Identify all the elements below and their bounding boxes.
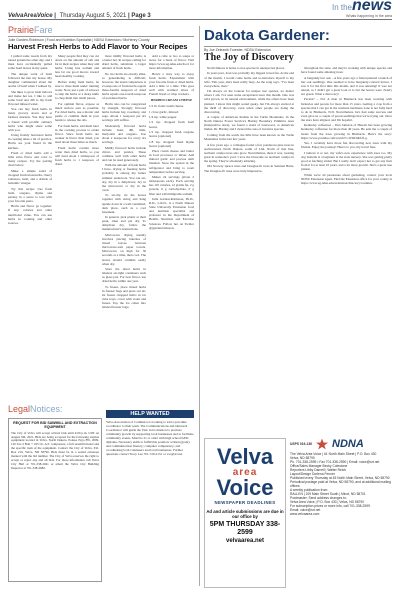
info-line: Periodical postage paid at Velva, ND 58790, and at additional mailing offices. — [290, 480, 391, 488]
ndna-logo: NDNA — [332, 438, 364, 450]
prairie-byline: Julie Garden-Robinson | Food and Nutrition Specialist | NDSU Extension / McHenry County — [8, 36, 194, 42]
info-header — [290, 438, 392, 450]
deadline-ad — [204, 438, 286, 588]
banner-tagline: Whats happening in the area — [346, 14, 392, 19]
legal-notice-box — [8, 418, 102, 582]
info-line: Published every Thursday at 45 North Main Street, Velva, ND 58790 — [290, 476, 390, 480]
dakota-subhead: The Joy of Discovery — [204, 52, 294, 63]
info-line: For subscription prices or more info, call 701-338-2599 — [290, 504, 370, 508]
prairie-col-2: Many people find they can cut down on the amount of salt and fat in their recipes when they add herbs. Using less sodium and less fat are good moves toward heart-healthy cooking. Before using fresh herbs, be sure to rinse them under running water. Now, use a pair of scissors to snip the herbs or a sharp knife to chop them into small pieces. For optimal flavor, expose as much surface area as possible. For dried herbs, use a mortar and pestle or crumble them in your hands to release the oils. For fresh herbs, add them later in the cooking process to retain flavor. Since fresh herbs are weaker in flavor than dried, you need about three times as much. Fresh herbs contain more water than dried herbs, so you will need about 1 tablespoon of fresh herbs to 1 teaspoon of dried. — [55, 54, 99, 166]
info-line: The Velva Area Voice | #1 North Main Street | P.O. Box 430 — [290, 452, 377, 456]
ad-logo-velva: Velva — [216, 444, 274, 469]
in-the-news-banner: In thenews Whats happening in the area — [331, 0, 392, 19]
info-line: Velva, ND 58790 — [290, 456, 315, 460]
ad-logo-voice: Voice — [216, 475, 274, 500]
issue-date: Thursday August 5, 2021 — [59, 13, 127, 19]
info-line: Office/Sales Manager Becky Colestone — [290, 464, 348, 468]
publication-info — [290, 438, 392, 606]
star-icon — [315, 438, 329, 450]
info-line: www.velvaarea.com — [290, 512, 320, 516]
info-line: Reporters Libby Darnell | Walter Reich — [290, 468, 347, 472]
help-wanted-title: HELP WANTED — [106, 410, 194, 418]
dakota-byline: By Joe Zeleznik Forester, NDSU Extension — [204, 46, 392, 52]
info-line: RALLEN | 109 Main Street South | Minot, ND 58701 — [290, 492, 366, 496]
column-divider — [199, 26, 200, 586]
ad-subtitle: NEWSPAPER DEADLINES — [214, 500, 276, 505]
info-line: Postmaster: Send address changes to: — [290, 496, 347, 500]
info-line: Ph. 701-338-2599 • Fax 701-338-2590 | Email: voice@srt.net — [290, 460, 380, 464]
help-wanted-body: Velva Association of Commerce is looking to add a part-time coordinator to their team. The Communications and Outreach Coordinator will guide the VAC in its mission to promote community growth by supporting local businesses and to facilitate community events. Must be 21 or older with high school/GED diploma. Necessary skills to fulfill this position: written (grant) and communication fluency; computer competency; and coordinating both volunteers and local businesses. Further questions contact Stacy Lee 701-720-2131 or vac@srt.net — [106, 420, 194, 456]
prairie-col-1: I pulled some weeds from my raised garden the other day, and I must have accidentally pulled some basil leaves in my quest. The unique scent of basil followed me into my house. My daughter commented about the aroma of basil when I walked by. She likes to grow basil indoors and make her tea. I like to add some basil and dill to my fresh flavored infused water. You can buy fresh herbs in many grocery stores and at farmers markets. You may have a friend with prolific culinary herbs who might share some with you. Using freshly harvested herbs in cooking takes a bit of practice. Herbs are your friend in the kitchen. Fresh or dried herbs add a little extra flavor and color to many recipes. Try the pairing chart below. Make a simple salad of chopped fresh mozzarella, cherry tomatoes, basil, and a drizzle of balsamic vinegar. Try this recipe: Use fresh basil, oregano, thyme and parsley in a sauce to toss with your favorite pasta. Herbs and flavor go together. If any, calories and other nutritional value. You can use herbs in cooking and other sources. — [8, 54, 52, 225]
ad-website: velvaarea.net — [225, 538, 265, 544]
ad-logo-area: area — [232, 467, 258, 478]
info-line: Email: voice@srt.net — [290, 508, 321, 512]
usps-number: USPS 019-136 — [290, 442, 312, 446]
info-line: A weekly publication from: — [290, 488, 329, 492]
ad-deadline-time: 5PM THURSDAY 338-2599 — [209, 521, 281, 536]
legal-notice-body: The City of Velva will accept written bids until 4:00 p.m. CDT on August 9th, 2021. Bids are being accepted for the following surplus equipment located in Velva, North Dakota. Ponsse Ergo 8W, 2009, 120 Lbs 2 Bolt + 245 Lb. A/C compressor, a full sawmill model and the specific item of the equipment. Contact the City of Velva, P.O. Box 219, Velva, ND 58790. Bids must be in a sealed envelope marked with the bid number. The City of Velva reserves the right to accept or reject any and all bids. For more information call Velva City Hall at 701-338-2041 or email the Velva City Building Inspector at 701-338-2680. — [11, 430, 99, 470]
legal-notices-label: LegalNotices: — [8, 404, 63, 414]
ad-deadline-text: Ad and article submissions are due in our office by — [206, 509, 284, 519]
dakota-gardener-headline: Dakota Gardener: — [204, 27, 330, 44]
page-number: Page 3 — [131, 13, 151, 19]
newspaper-page — [8, 0, 392, 609]
dakota-col-1: North Dakota is home to tree species in unexpected places. In years past, Joan was probably my biggest travel fan. At the end of the month, I would come home and re-introduce myself to my wife. This year, she's been really busy. As the song says, "I've been everywhere, man." I'm always on the lookout for unique tree species, no matter where I am. I've seen some exceptional trees this month. One was wild grown, in its natural environment, while the others have been planted. I know this might sound geeky, but I'm always excited at the thrill of discovery, even when other people are doing the discovering. A couple of American lindens in the Turtle Mountains. In the North Dakota Forest Service's Hartley Boundary Primitive Area (Interpretive Area), we found a stand of basswood, or American linden. Dr. Hartley and I cleared the area of invasive species. Coming from the south, the hills have been known as the Turtle Mountains in the last few years. A few years ago, a colleague found a few ponderosa pine trees in northwestern North Dakota, south of I-94. North of that line, northern catalpa trees also grow. Nevertheless, there it was, looking great in someone's yard. I love the blossoms on northern catalpa in the spring. They're absolutely amazing. Old Norway spruce trees and Douglas-fir trees in Sentinel Butte. The Douglas-fir trees were truly impressive. — [204, 66, 294, 173]
legal-notice-title: REQUEST FOR BID SAWMILL AND EXTRACTION EQUIPMENT — [13, 421, 97, 430]
masthead — [8, 0, 392, 20]
recipe-title: HERBED CREAM CHEESE — [150, 98, 193, 103]
help-wanted-box — [106, 410, 194, 582]
prairie-fare-label: PrairieFare — [8, 25, 53, 35]
prairie-headline: Harvest Fresh Herbs to Add Flavor to Your Recipes — [8, 42, 188, 51]
info-line: Layout/Design Dorlena Fenner — [290, 472, 335, 476]
masthead-left: VelvaAreaVoice | Thursday August 5, 2021 | Page 3 — [8, 13, 151, 19]
prairie-col-4: Add a cube or two to soups or stews for a burst of flavor. Visit https://www.ag.ndsu.edu/food for more information. Here's a tasty way to enjoy fresh herbs. Experiment with your favorite fresh or dried herbs. Add a little at a time. This goes well with warmed slices of French bread or crisp crackers. HERBED CREAM CHEESE 1/2 lb. fresh cream cheese 1 clove garlic, minced 1/4 tsp. white pepper 1/2 tsp. chopped fresh basil leaves 1/2 tsp. chopped fresh oregano leaves (optional) 1/8 tsp. chopped fresh thyme leaves (optional) Place cream cheese and butter in food processor or mixer. Add minced garlic and process until blended. Store the spread in the refrigerator and bring to room temperature before serving. Makes 24 servings (about 2 tablespoons each). Each serving has 110 calories, 12 grams fat, 2 g protein, 0 g carbohydrate, 0 g fiber and 140 milligrams sodium. Julie Garden-Robinson, Ph.D., R.D., L.R.D., is a North Dakota State University Extension food and nutrition specialist and professor in the Department of Health, Nutrition and Exercise Sciences. Follow her on Twitter @jgardenrobinson. — [149, 54, 194, 230]
prairie-col-3: more mildly flavored herbs is a better bet. In recipes calling for dried herbs, substitute a larger amount of fresh herbs. No two herbs are exactly alike, so generalizing is difficult; however, the usual comparison is 2 teaspoons of fresh herbs equals three-fourths teaspoon of dried herbs equals one-fourth teaspoon of powdered herbs. Herbs also can be categorized by strength. Strongly flavored herbs include bay, rosemary, and sage. About 1 teaspoon per six servings will suffice. Moderately flavored herbs include basil, dill, mint, marjoram and oregano. Use about 2 teaspoons for every six servings. Mildly flavored herbs include chives and parsley. These combine well with other herbs and can be used generously. With the amount of fresh herbs I have, drying or freezing herbs probably is among my future summer endeavors. You can air-dry, dry in a dehydrator, dry in the microwave or dry in the oven. To air-dry, tie the leaves together with string and hang upside down in a well-ventilated, dark place, such as a cool basement. In general, pick plants at their peak, rinse and pat dry. To dehydrate dry, follow the manufacturer's instructions. Microwave drying usually involves placing bunches of rinsed leaves between microwave-safe paper towels. Microwave on high for 30 seconds at a time, then cool. The leaves should crumble easily when dry. Store the dried herbs in labeled, air-tight containers such as glass jars. For best flavor, use dried herbs within one year. To freeze, place rinsed herbs in freezer bags and press out air. Or freeze chopped herbs in ice cube trays, cover with water and freeze. Pop the ice cubes into labeled freezer bags. — [102, 54, 146, 310]
dakota-col-2: throughout the state, and they're working with unique species and have found some amazing trees: A burgundy bur oak – A few years ago a friend planted a bunch of bur oak seedlings. One seemed to have burgundy-colored leaves. I saw it for the first time this month, and it was amazing! It was not unreal, so I didn't get a great look at it, but the leaves were clearly not green. What a discovery! Pecans? – No! A man in Bismarck has been working with hickories and pecans for more than 15 years. Getting a crop from a species that I can get in the northern hardiness zone is not fully hard to do in Bismarck, N.D. Nevertheless, he's had some success and even gave us a couple of pecan seedlings that we're trying out. Once the stars have aligned, and I'm hopeful. Kentucky coffeetree – Dan Johnson of Hawaii has been growing Kentucky coffeetree for more than 40 years. He sent me a couple of beans from the trees growing in Bismarck. Here's the story: https://www.youtube.com/watch?v=W9d34bf2f-g. Yes, I certainly have more fun discovering new trees with my friends. Enjoy the journey! Here's to you, my travel fans. I believe it or not, my wife's new experience with trees too. My dog Isabella is a beginner at the state nursery. She was getting pretty good at fetching sticks! But I really don't expect her to get any fruit from it for at least 10 years, and a lot more growth. She's a great tree planter. While we're all passionate about gardening, contact your local NDSU Extension agent. Find the Extension office for your county at https://www.ag.ndsu.edu/extension/directory/counties. — [301, 66, 392, 185]
info-line: Velva Area Voice | P.O. Box 430 | Velva, ND 58790 — [290, 500, 365, 504]
